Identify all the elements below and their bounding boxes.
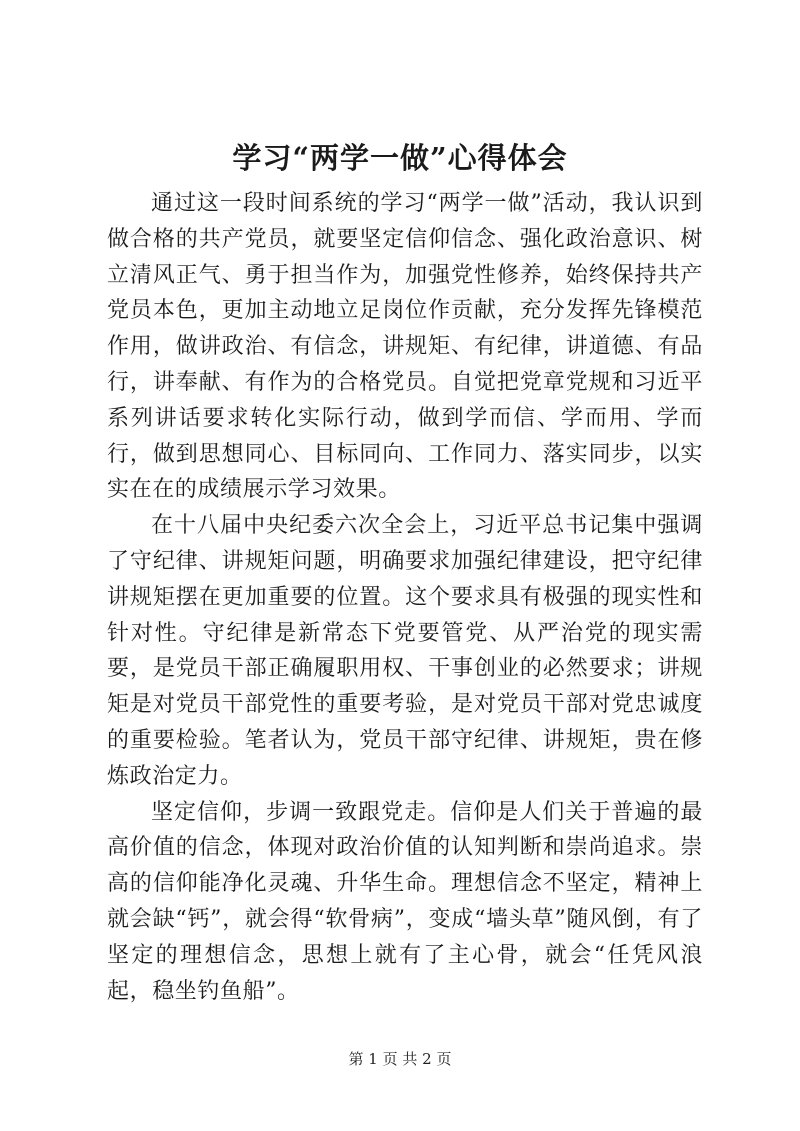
page-number-footer: 第 1 页 共 2 页 [348,1050,452,1068]
paragraph: 在十八届中央纪委六次全会上，习近平总书记集中强调了守纪律、讲规矩问题，明确要求加强纪律建设，把守纪律讲规矩摆在更加重要的位置。这个要求具有极强的现实性和针对性。守纪律是新常态下党要管党、从严治党的现实需要，是党员干部正确履职用权、干事创业的必然要求；讲规矩是对党员干部党性的重要考验，是对党员干部对党忠诚度的重要检验。笔者认为，党员干部守纪律、讲规矩，贵在修炼政治定力。 [107,513,703,789]
paragraph: 通过这一段时间系统的学习“两学一做”活动，我认识到做合格的共产党员，就要坚定信仰信念、强化政治意识、树立清风正气、勇于担当作为，加强党性修养，始终保持共产党员本色，更加主动地立足岗位作贡献，充分发挥先锋模范作用，做讲政治、有信念，讲规矩、有纪律，讲道德、有品行，讲奉献、有作为的合格党员。自觉把党章党规和习近平系列讲话要求转化实际行动，做到学而信、学而用、学而行，做到思想同心、目标同向、工作同力、落实同步，以实实在在的成绩展示学习效果。 [107,191,703,503]
document-title: 学习“两学一做”心得体会 [232,141,568,175]
document-body [107,186,703,1009]
paragraph: 坚定信仰，步调一致跟党走。信仰是人们关于普遍的最高价值的信念，体现对政治价值的认知判断和崇尚追求。崇高的信仰能净化灵魂、升华生命。理想信念不坚定，精神上就会缺“钙”，就会得“软骨病”，变成“墙头草”随风倒，有了坚定的理想信念，思想上就有了主心骨，就会“任凭风浪起，稳坐钓鱼船”。 [107,799,703,1004]
